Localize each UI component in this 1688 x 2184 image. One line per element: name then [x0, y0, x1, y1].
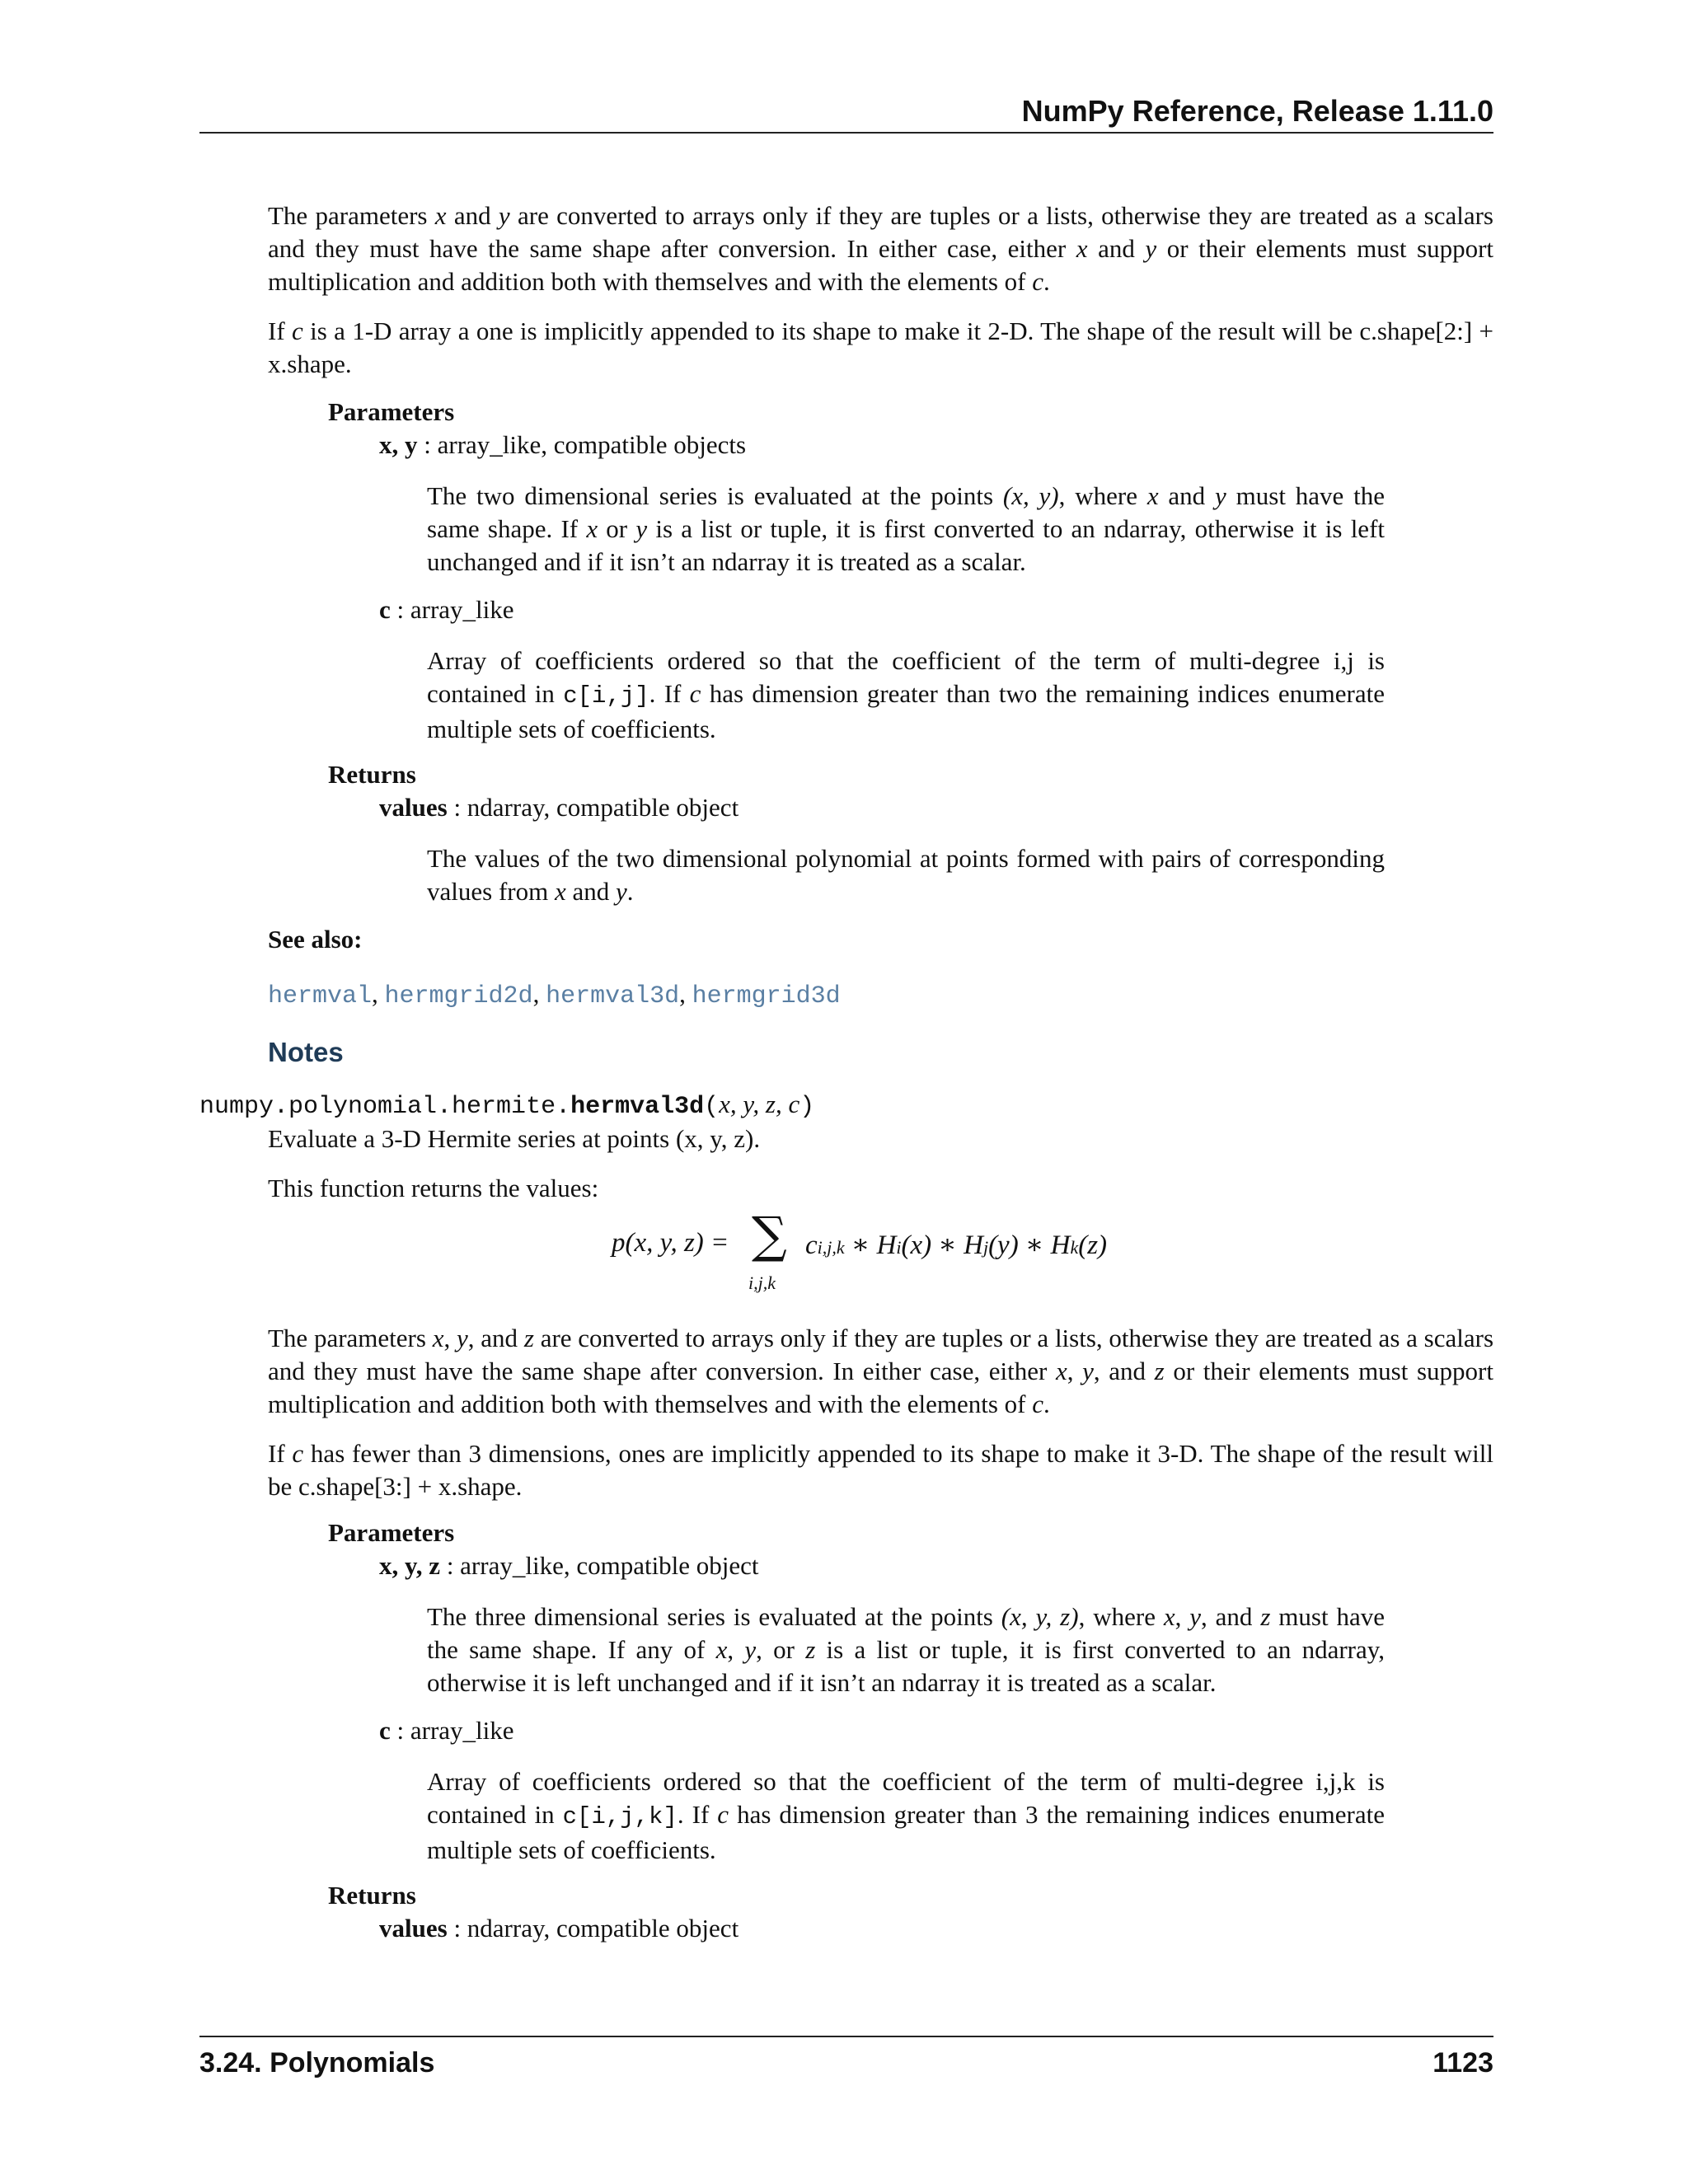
link-hermgrid2d[interactable]: hermgrid2d: [384, 982, 533, 1010]
param-c-description: Array of coefficients ordered so that the coefficient of the term of multi-degree i,j is contained in c[i,j]. If c has dimension greater than two the remaining indices enumerate multiple sets of coefficients.: [427, 646, 1386, 743]
page-footer: [199, 2036, 1493, 2079]
param-xyz-description: The three dimensional series is evaluated at the points (x, y, z), where x, y, and z must have the same shape. If any of x, y, or z is a list or tuple, it is first converted to an ndarray, otherwise it is left unchanged and if it isn’t an ndarray it is treated as a scalar.: [427, 1602, 1385, 1697]
summation-symbol: ∑: [752, 1207, 787, 1264]
link-hermval[interactable]: hermval: [268, 982, 373, 1010]
link-hermval3d[interactable]: hermval3d: [546, 982, 680, 1010]
see-also-heading: See also:: [268, 925, 363, 954]
notes-heading: Notes: [268, 1037, 344, 1067]
hermval3d-paragraph-2: If c has fewer than 3 dimensions, ones are implicitly appended to its shape to make it 3-D. The shape of the result will be c.shape[3:] + x.shape.: [268, 1439, 1493, 1501]
hermval3d-paragraph-1: The parameters x, y, and z are converted to arrays only if they are tuples or a lists, otherwise they are treated as a scalars and they must have the same shape after conversion. In either case, either x, y, and z or their elements must support multiplication and addition both with themselves and with the elements of c.: [268, 1324, 1494, 1418]
function-returns-intro: This function returns the values:: [268, 1174, 599, 1202]
hermval3d-param-c: c : array_like: [379, 1716, 514, 1745]
link-hermgrid3d[interactable]: hermgrid3d: [692, 982, 841, 1010]
returns-heading: Returns: [328, 760, 416, 789]
header-title: NumPy Reference, Release 1.11.0: [1021, 94, 1493, 128]
return-values: values : ndarray, compatible object: [379, 793, 739, 822]
hermval3d-param-c-description: Array of coefficients ordered so that the coefficient of the term of multi-degree i,j,k is contained in c[i,j,k]. If c has dimension greater than 3 the remaining indices enumerate multiple sets of coefficients.: [427, 1767, 1385, 1864]
hermval3d-parameters-heading: Parameters: [328, 1518, 455, 1547]
hermval3d-returns-heading: Returns: [328, 1881, 416, 1910]
see-also-links: hermval, hermgrid2d, hermval3d, hermgrid3d: [268, 979, 841, 1010]
param-xyz: x, y, z : array_like, compatible object: [379, 1551, 759, 1580]
return-values-description: The values of the two dimensional polynomial at points formed with pairs of corresponding values from x and y.: [427, 844, 1385, 906]
param-xy: x, y : array_like, compatible objects: [379, 430, 747, 459]
intro-paragraph-1: The parameters x and y are converted to arrays only if they are tuples or a lists, otherwise they are treated as a scalars and they must have the same shape after conversion. In either case, either x and y or their elements must support multiplication and addition both with themselves and with the elements of c.: [268, 201, 1493, 296]
footer-page-number: 1123: [1432, 2047, 1493, 2079]
parameters-heading: Parameters: [328, 397, 455, 426]
intro-paragraph-2: If c is a 1-D array a one is implicitly appended to its shape to make it 2-D. The shape of the result will be c.shape[2:] + x.shape.: [268, 316, 1493, 378]
function-summary: Evaluate a 3-D Hermite series at points (x, y, z).: [268, 1124, 761, 1153]
formula: p(x, y, z) = ∑ i,j,k ci,j,k ∗ Hi(x) ∗ Hj(y) ∗ Hk(z): [612, 1207, 1108, 1293]
function-name: hermval3d: [570, 1093, 705, 1121]
param-xy-description: The two dimensional series is evaluated at the points (x, y), where x and y must have the same shape. If x or y is a list or tuple, it is first converted to an ndarray, otherwise it is left unchanged and if it isn’t an ndarray it is treated as a scalar.: [427, 481, 1386, 576]
footer-section: 3.24. Polynomials: [199, 2047, 435, 2079]
function-signature: numpy.polynomial.hermite.hermval3d(x, y, z, c): [199, 1090, 815, 1121]
hermval3d-return-values: values : ndarray, compatible object: [379, 1914, 739, 1943]
page-header: [199, 89, 1493, 134]
param-c: c : array_like: [379, 595, 514, 624]
